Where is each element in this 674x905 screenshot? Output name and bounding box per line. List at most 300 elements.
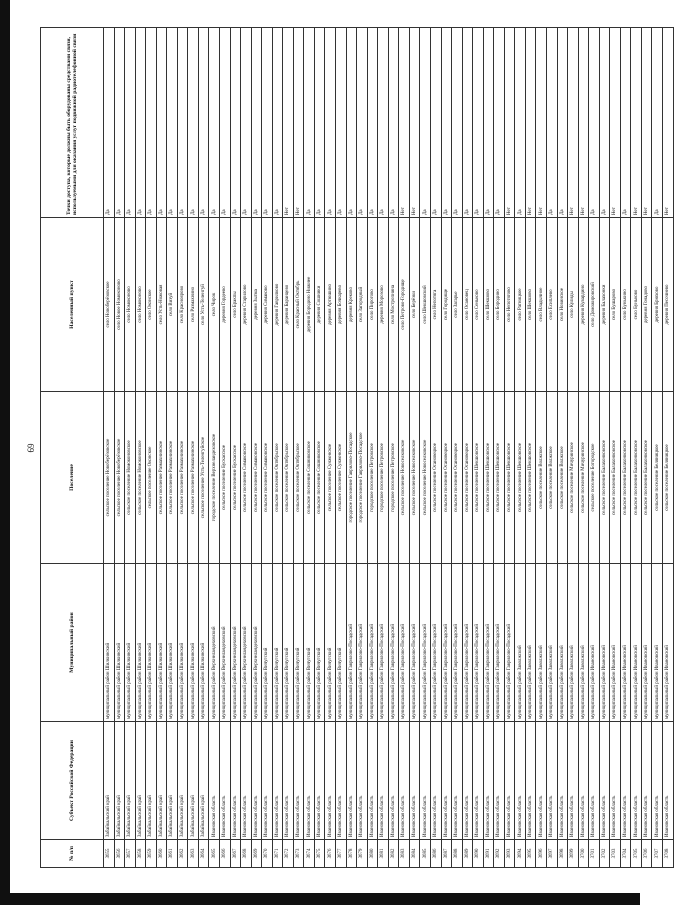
cell-subject: Ивановская область bbox=[631, 722, 642, 840]
cell-locality: село Есиплево bbox=[546, 218, 557, 392]
cell-num: 3702 bbox=[599, 840, 610, 868]
table-row bbox=[420, 28, 431, 868]
cell-num: 3657 bbox=[125, 840, 136, 868]
table-row bbox=[652, 28, 663, 868]
cell-subject: Ивановская область bbox=[515, 722, 526, 840]
cell-settlement: городское поселение Верхнеландеховское bbox=[209, 392, 220, 564]
cell-num: 3667 bbox=[230, 840, 241, 868]
table-row bbox=[262, 28, 273, 868]
cell-settlement: сельское поселение Шекшовское bbox=[525, 392, 536, 564]
cell-access-point: Да bbox=[599, 28, 610, 218]
cell-settlement: сельское поселение Симаковское bbox=[262, 392, 273, 564]
cell-subject: Ивановская область bbox=[325, 722, 336, 840]
cell-subject: Ивановская область bbox=[399, 722, 410, 840]
header-district: Муниципальный район bbox=[41, 564, 104, 722]
cell-settlement: сельское поселение Сошниковское bbox=[314, 392, 325, 564]
cell-locality: село Кулиды bbox=[568, 218, 579, 392]
cell-locality: село Чирок bbox=[209, 218, 220, 392]
table-row bbox=[430, 28, 441, 868]
cell-access-point: Да bbox=[494, 28, 505, 218]
cell-district: муниципальный район Ивановский bbox=[610, 564, 621, 722]
table-row bbox=[536, 28, 547, 868]
cell-settlement: сельское поселение Осановецкое bbox=[452, 392, 463, 564]
cell-locality: деревня Баранцево bbox=[283, 218, 294, 392]
cell-locality: деревня Симаково bbox=[262, 218, 273, 392]
cell-subject: Ивановская область bbox=[357, 722, 368, 840]
cell-subject: Ивановская область bbox=[536, 722, 547, 840]
cell-subject: Ивановская область bbox=[462, 722, 473, 840]
rotated-document-page bbox=[26, 28, 671, 868]
cell-num: 3666 bbox=[220, 840, 231, 868]
cell-district: муниципальный район Заволжский bbox=[515, 564, 526, 722]
cell-access-point: Да bbox=[220, 28, 231, 218]
cell-subject: Ивановская область bbox=[272, 722, 283, 840]
cell-settlement: сельское поселение Симаковское bbox=[251, 392, 262, 564]
cell-num: 3674 bbox=[304, 840, 315, 868]
cell-district: муниципальный район Верхнеландеховский bbox=[220, 564, 231, 722]
table-row bbox=[557, 28, 568, 868]
cell-district: муниципальный район Гаврилово-Посадский bbox=[357, 564, 368, 722]
table-row bbox=[220, 28, 231, 868]
cell-subject: Забайкальский край bbox=[167, 722, 178, 840]
cell-district: муниципальный район Верхнеландеховский bbox=[209, 564, 220, 722]
cell-district: муниципальный район Ивановский bbox=[631, 564, 642, 722]
cell-num: 3655 bbox=[104, 840, 115, 868]
cell-district: муниципальный район Шилкинский bbox=[167, 564, 178, 722]
cell-subject: Ивановская область bbox=[336, 722, 347, 840]
cell-access-point: Да bbox=[198, 28, 209, 218]
table-row bbox=[515, 28, 526, 868]
cell-num: 3670 bbox=[262, 840, 273, 868]
cell-subject: Забайкальский край bbox=[135, 722, 146, 840]
cell-num: 3676 bbox=[325, 840, 336, 868]
cell-district: муниципальный район Гаврилово-Посадский bbox=[473, 564, 484, 722]
cell-access-point: Да bbox=[452, 28, 463, 218]
cell-locality: село Оконское bbox=[146, 218, 157, 392]
cell-access-point: Нет bbox=[578, 28, 589, 218]
cell-locality: село Петрово-Городище bbox=[399, 218, 410, 392]
cell-num: 3678 bbox=[346, 840, 357, 868]
cell-subject: Ивановская область bbox=[620, 722, 631, 840]
cell-num: 3672 bbox=[283, 840, 294, 868]
cell-district: муниципальный район Шилкинский bbox=[125, 564, 136, 722]
cell-district: муниципальный район Вичугский bbox=[262, 564, 273, 722]
cell-district: муниципальный район Шилкинский bbox=[188, 564, 199, 722]
cell-settlement: сельское поселение Мичуринское bbox=[578, 392, 589, 564]
cell-access-point: Да bbox=[483, 28, 494, 218]
cell-subject: Ивановская область bbox=[483, 722, 494, 840]
cell-district: муниципальный район Гаврилово-Посадский bbox=[420, 564, 431, 722]
cell-settlement: сельское поселение Осановецкое bbox=[441, 392, 452, 564]
table-row bbox=[314, 28, 325, 868]
table-row bbox=[599, 28, 610, 868]
cell-num: 3668 bbox=[241, 840, 252, 868]
cell-access-point: Да bbox=[515, 28, 526, 218]
cell-num: 3699 bbox=[568, 840, 579, 868]
cell-district: муниципальный район Верхнеландеховский bbox=[251, 564, 262, 722]
cell-access-point: Нет bbox=[610, 28, 621, 218]
cell-locality: село Загородный bbox=[357, 218, 368, 392]
cell-subject: Ивановская область bbox=[241, 722, 252, 840]
cell-settlement: сельское поселение Сунженское bbox=[336, 392, 347, 564]
cell-locality: деревня Балахонки bbox=[599, 218, 610, 392]
cell-num: 3686 bbox=[430, 840, 441, 868]
cell-num: 3697 bbox=[546, 840, 557, 868]
scan-border-left bbox=[0, 0, 10, 905]
cell-num: 3658 bbox=[135, 840, 146, 868]
cell-locality: деревня Гонадово bbox=[641, 218, 652, 392]
cell-district: муниципальный район Шилкинский bbox=[146, 564, 157, 722]
cell-access-point: Да bbox=[388, 28, 399, 218]
cell-subject: Ивановская область bbox=[283, 722, 294, 840]
cell-access-point: Да bbox=[473, 28, 484, 218]
cell-settlement: сельское поселение Балахонковское bbox=[631, 392, 642, 564]
cell-settlement: сельское поселение Сунженское bbox=[325, 392, 336, 564]
cell-district: муниципальный район Гаврилово-Посадский bbox=[367, 564, 378, 722]
cell-access-point: Да bbox=[589, 28, 600, 218]
cell-locality: село Доможировский bbox=[589, 218, 600, 392]
cell-access-point: Нет bbox=[283, 28, 294, 218]
cell-access-point: Да bbox=[114, 28, 125, 218]
cell-district: муниципальный район Гаврилово-Посадский bbox=[462, 564, 473, 722]
cell-settlement: сельское поселение Балахонковское bbox=[610, 392, 621, 564]
cell-access-point: Нет bbox=[409, 28, 420, 218]
cell-access-point: Нет bbox=[662, 28, 673, 218]
cell-num: 3662 bbox=[177, 840, 188, 868]
cell-access-point: Да bbox=[241, 28, 252, 218]
cell-access-point: Нет bbox=[641, 28, 652, 218]
cell-district: муниципальный район Вичугский bbox=[325, 564, 336, 722]
cell-num: 3691 bbox=[483, 840, 494, 868]
table-row bbox=[230, 28, 241, 868]
cell-locality: деревня Старилово bbox=[241, 218, 252, 392]
table-row bbox=[504, 28, 515, 868]
cell-num: 3682 bbox=[388, 840, 399, 868]
table-row bbox=[641, 28, 652, 868]
cell-district: муниципальный район Шилкинский bbox=[104, 564, 115, 722]
cell-subject: Ивановская область bbox=[546, 722, 557, 840]
table-row bbox=[620, 28, 631, 868]
cell-access-point: Да bbox=[367, 28, 378, 218]
cell-subject: Ивановская область bbox=[378, 722, 389, 840]
table-row bbox=[304, 28, 315, 868]
cell-access-point: Да bbox=[546, 28, 557, 218]
cell-settlement: сельское поселение Размахнинское bbox=[156, 392, 167, 564]
cell-settlement: сельское поселение Волжское bbox=[546, 392, 557, 564]
cell-num: 3685 bbox=[420, 840, 431, 868]
cell-settlement: сельское поселение Балахонковское bbox=[620, 392, 631, 564]
cell-locality: деревня Песочнево bbox=[662, 218, 673, 392]
table-row bbox=[483, 28, 494, 868]
cell-district: муниципальный район Гаврилово-Посадский bbox=[494, 564, 505, 722]
cell-district: муниципальный район Вичугский bbox=[293, 564, 304, 722]
cell-access-point: Да bbox=[209, 28, 220, 218]
cell-access-point: Нет bbox=[504, 28, 515, 218]
cell-num: 3683 bbox=[399, 840, 410, 868]
cell-access-point: Да bbox=[441, 28, 452, 218]
cell-district: муниципальный район Верхнеландеховский bbox=[230, 564, 241, 722]
table-row bbox=[462, 28, 473, 868]
cell-locality: деревня Гордеево bbox=[220, 218, 231, 392]
cell-locality: деревня Сошники bbox=[314, 218, 325, 392]
cell-subject: Ивановская область bbox=[367, 722, 378, 840]
table-row bbox=[241, 28, 252, 868]
table-row bbox=[125, 28, 136, 868]
table-row bbox=[272, 28, 283, 868]
cell-subject: Забайкальский край bbox=[114, 722, 125, 840]
cell-subject: Ивановская область bbox=[568, 722, 579, 840]
cell-locality: деревня Гаврилково bbox=[272, 218, 283, 392]
cell-locality: село Непотягово bbox=[504, 218, 515, 392]
table-row bbox=[177, 28, 188, 868]
cell-district: муниципальный район Вичугский bbox=[304, 564, 315, 722]
table-row bbox=[198, 28, 209, 868]
cell-access-point: Да bbox=[146, 28, 157, 218]
cell-district: муниципальный район Гаврилово-Посадский bbox=[409, 564, 420, 722]
cell-settlement: сельское поселение Октябрьское bbox=[283, 392, 294, 564]
cell-num: 3701 bbox=[589, 840, 600, 868]
cell-access-point: Да bbox=[420, 28, 431, 218]
cell-locality: село Новинское bbox=[557, 218, 568, 392]
cell-access-point: Да bbox=[336, 28, 347, 218]
cell-num: 3660 bbox=[156, 840, 167, 868]
cell-settlement: сельское поселение Волжское bbox=[536, 392, 547, 564]
table-row bbox=[209, 28, 220, 868]
cell-locality: деревня Креково bbox=[346, 218, 357, 392]
cell-settlement: сельское поселение Новоселковское bbox=[420, 392, 431, 564]
cell-settlement: сельское поселение Симаковское bbox=[241, 392, 252, 564]
cell-num: 3707 bbox=[652, 840, 663, 868]
cell-settlement: сельское поселение Шекшовское bbox=[494, 392, 505, 564]
table-row bbox=[336, 28, 347, 868]
cell-num: 3688 bbox=[452, 840, 463, 868]
cell-district: муниципальный район Гаврилово-Посадский bbox=[388, 564, 399, 722]
cell-subject: Забайкальский край bbox=[146, 722, 157, 840]
cell-num: 3665 bbox=[209, 840, 220, 868]
cell-access-point: Да bbox=[325, 28, 336, 218]
header-settlement: Поселение bbox=[41, 392, 104, 564]
cell-subject: Ивановская область bbox=[209, 722, 220, 840]
table-row bbox=[283, 28, 294, 868]
cell-locality: село Бунькино bbox=[620, 218, 631, 392]
cell-district: муниципальный район Вичугский bbox=[314, 564, 325, 722]
cell-subject: Ивановская область bbox=[430, 722, 441, 840]
cell-access-point: Нет bbox=[568, 28, 579, 218]
cell-locality: деревня Бородино Нижнее bbox=[304, 218, 315, 392]
table-row bbox=[357, 28, 368, 868]
cell-num: 3706 bbox=[641, 840, 652, 868]
cell-settlement: сельское поселение Октябрьское bbox=[272, 392, 283, 564]
cell-district: муниципальный район Ивановский bbox=[641, 564, 652, 722]
cell-locality: село Номоконово bbox=[125, 218, 136, 392]
cell-settlement: сельское поселение Беляницкое bbox=[662, 392, 673, 564]
cell-access-point: Нет bbox=[399, 28, 410, 218]
cell-settlement: сельское поселение Октябрьское bbox=[293, 392, 304, 564]
cell-district: муниципальный район Шилкинский bbox=[177, 564, 188, 722]
cell-access-point: Да bbox=[262, 28, 273, 218]
cell-locality: село Размахнино bbox=[188, 218, 199, 392]
table-row bbox=[589, 28, 600, 868]
header-locality: Населенный пункт bbox=[41, 218, 104, 392]
cell-subject: Ивановская область bbox=[314, 722, 325, 840]
cell-settlement: городское поселение Петровское bbox=[388, 392, 399, 564]
cell-access-point: Да bbox=[125, 28, 136, 218]
table-row bbox=[146, 28, 157, 868]
table-row bbox=[378, 28, 389, 868]
cell-district: муниципальный район Гаврилово-Посадский bbox=[483, 564, 494, 722]
cell-num: 3663 bbox=[188, 840, 199, 868]
cell-settlement: сельское поселение Осановецкое bbox=[430, 392, 441, 564]
table-row bbox=[568, 28, 579, 868]
cell-locality: село Красный Октябрь bbox=[293, 218, 304, 392]
cell-locality: деревня Кувардино bbox=[578, 218, 589, 392]
table-row bbox=[251, 28, 262, 868]
cell-settlement: сельское поселение Номоконовское bbox=[125, 392, 136, 564]
cell-settlement: сельское поселение Новоберёзовское bbox=[104, 392, 115, 564]
cell-settlement: городское поселение Гаврилово-Посадское bbox=[346, 392, 357, 564]
cell-num: 3673 bbox=[293, 840, 304, 868]
cell-access-point: Да bbox=[272, 28, 283, 218]
cell-district: муниципальный район Ивановский bbox=[620, 564, 631, 722]
cell-district: муниципальный район Гаврилово-Посадский bbox=[452, 564, 463, 722]
cell-settlement: сельское поселение Беляницкое bbox=[652, 392, 663, 564]
table-row bbox=[578, 28, 589, 868]
cell-settlement: сельское поселение Мичуринское bbox=[568, 392, 579, 564]
cell-num: 3698 bbox=[557, 840, 568, 868]
cell-num: 3677 bbox=[336, 840, 347, 868]
table-row bbox=[156, 28, 167, 868]
cell-locality: село Сеньково bbox=[473, 218, 484, 392]
cell-district: муниципальный район Ивановский bbox=[662, 564, 673, 722]
page-number: 69 bbox=[26, 443, 36, 453]
cell-num: 3680 bbox=[367, 840, 378, 868]
cell-access-point: Да bbox=[557, 28, 568, 218]
cell-num: 3689 bbox=[462, 840, 473, 868]
cell-access-point: Да bbox=[314, 28, 325, 218]
cell-subject: Ивановская область bbox=[230, 722, 241, 840]
table-row bbox=[104, 28, 115, 868]
cell-locality: деревня Брюхово bbox=[652, 218, 663, 392]
scan-border-bottom bbox=[0, 893, 640, 905]
cell-subject: Ивановская область bbox=[293, 722, 304, 840]
cell-subject: Ивановская область bbox=[578, 722, 589, 840]
table-row bbox=[662, 28, 673, 868]
table-row bbox=[452, 28, 463, 868]
cell-settlement: сельское поселение Шекшовское bbox=[483, 392, 494, 564]
cell-settlement: сельское поселение Новоселковское bbox=[399, 392, 410, 564]
cell-settlement: сельское поселение Шекшовское bbox=[515, 392, 526, 564]
cell-locality: село Мостропнина bbox=[388, 218, 399, 392]
cell-num: 3695 bbox=[525, 840, 536, 868]
cell-locality: село Бракпы bbox=[230, 218, 241, 392]
cell-locality: деревня Артюшино bbox=[325, 218, 336, 392]
cell-num: 3664 bbox=[198, 840, 209, 868]
cell-num: 3703 bbox=[610, 840, 621, 868]
cell-locality: село Загарье bbox=[452, 218, 463, 392]
cell-subject: Ивановская область bbox=[662, 722, 673, 840]
cell-locality: село Усть-Теленгуй bbox=[198, 218, 209, 392]
cell-subject: Ивановская область bbox=[610, 722, 621, 840]
cell-num: 3659 bbox=[146, 840, 157, 868]
cell-subject: Ивановская область bbox=[452, 722, 463, 840]
cell-subject: Ивановская область bbox=[589, 722, 600, 840]
cell-locality: село Номоконово bbox=[135, 218, 146, 392]
table-row bbox=[188, 28, 199, 868]
cell-locality: село Красноярово bbox=[177, 218, 188, 392]
cell-access-point: Да bbox=[135, 28, 146, 218]
cell-num: 3684 bbox=[409, 840, 420, 868]
cell-locality: село Бородино bbox=[494, 218, 505, 392]
cell-locality: село Шекшово bbox=[483, 218, 494, 392]
cell-subject: Ивановская область bbox=[652, 722, 663, 840]
cell-access-point: Да bbox=[430, 28, 441, 218]
cell-settlement: сельское поселение Усть-Теленгуйское bbox=[198, 392, 209, 564]
cell-locality: деревня Бочкарево bbox=[336, 218, 347, 392]
cell-settlement: сельское поселение Размахнинское bbox=[167, 392, 178, 564]
cell-district: муниципальный район Верхнеландеховский bbox=[241, 564, 252, 722]
cell-settlement: сельское поселение Бускасское bbox=[220, 392, 231, 564]
cell-num: 3708 bbox=[662, 840, 673, 868]
cell-locality: село Ратницкое bbox=[515, 218, 526, 392]
cell-settlement: городское поселение Гаврилово-Посадское bbox=[357, 392, 368, 564]
cell-district: муниципальный район Шилкинский bbox=[135, 564, 146, 722]
cell-district: муниципальный район Шилкинский bbox=[198, 564, 209, 722]
cell-settlement: сельское поселение Новоселковское bbox=[409, 392, 420, 564]
cell-locality: село Непотяга bbox=[430, 218, 441, 392]
table-row bbox=[388, 28, 399, 868]
cell-subject: Ивановская область bbox=[251, 722, 262, 840]
cell-district: муниципальный район Вичугский bbox=[283, 564, 294, 722]
cell-access-point: Да bbox=[462, 28, 473, 218]
cell-district: муниципальный район Заволжский bbox=[568, 564, 579, 722]
table-row bbox=[325, 28, 336, 868]
cell-locality: село Усть-Ножовая bbox=[156, 218, 167, 392]
table-row bbox=[399, 28, 410, 868]
cell-settlement: сельское поселение Сошниковское bbox=[304, 392, 315, 564]
cell-settlement: сельское поселение Новоберёзовское bbox=[114, 392, 125, 564]
table-row bbox=[631, 28, 642, 868]
table-row bbox=[293, 28, 304, 868]
cell-num: 3690 bbox=[473, 840, 484, 868]
cell-settlement: сельское поселение Осановецкое bbox=[462, 392, 473, 564]
cell-locality: село Шекшовский bbox=[420, 218, 431, 392]
cell-locality: село Визуй bbox=[167, 218, 178, 392]
cell-district: муниципальный район Ивановский bbox=[589, 564, 600, 722]
cell-district: муниципальный район Гаврилово-Посадский bbox=[430, 564, 441, 722]
cell-num: 3687 bbox=[441, 840, 452, 868]
cell-subject: Забайкальский край bbox=[188, 722, 199, 840]
cell-district: муниципальный район Гаврилово-Посадский bbox=[378, 564, 389, 722]
cell-locality: село Бушарово bbox=[610, 218, 621, 392]
table-row bbox=[114, 28, 125, 868]
cell-num: 3692 bbox=[494, 840, 505, 868]
header-num: № п/п bbox=[41, 840, 104, 868]
cell-subject: Ивановская область bbox=[599, 722, 610, 840]
table-row bbox=[525, 28, 536, 868]
cell-district: муниципальный район Заволжский bbox=[536, 564, 547, 722]
cell-subject: Ивановская область bbox=[641, 722, 652, 840]
cell-num: 3704 bbox=[620, 840, 631, 868]
cell-district: муниципальный район Заволжский bbox=[557, 564, 568, 722]
cell-access-point: Да bbox=[188, 28, 199, 218]
cell-locality: село Буньково bbox=[631, 218, 642, 392]
cell-locality: село Городище bbox=[441, 218, 452, 392]
cell-access-point: Нет bbox=[293, 28, 304, 218]
cell-subject: Ивановская область bbox=[409, 722, 420, 840]
cell-district: муниципальный район Вичугский bbox=[336, 564, 347, 722]
cell-subject: Ивановская область bbox=[557, 722, 568, 840]
cell-subject: Ивановская область bbox=[304, 722, 315, 840]
